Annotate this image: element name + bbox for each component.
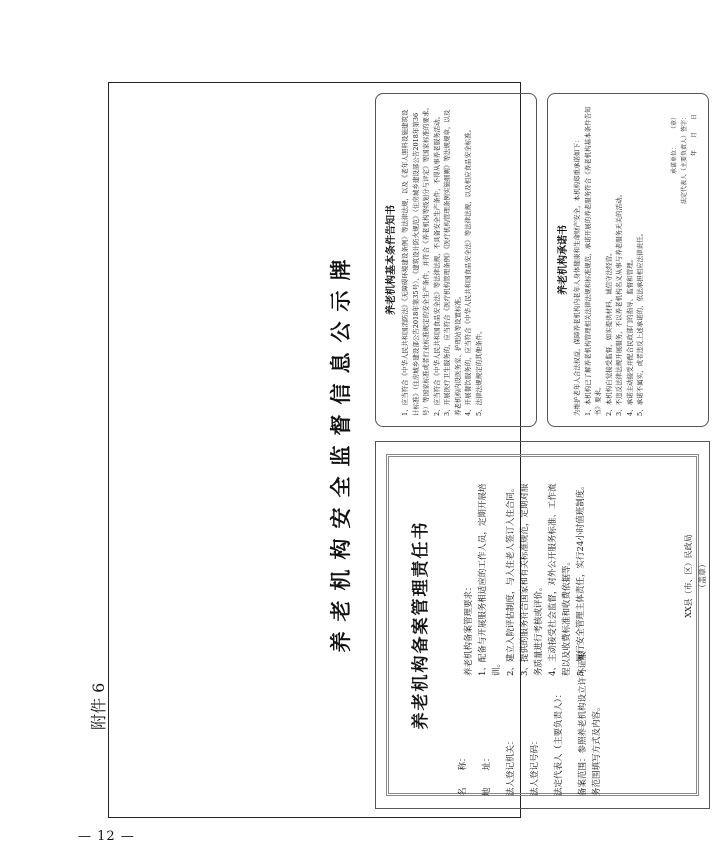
field-scope-cont: 务范围填写方式及内容。 — [592, 702, 602, 796]
pledge-signature — [670, 114, 700, 204]
signature-unit: 承诺单位： （章） — [671, 114, 678, 175]
notice-item: 1、应当符合《中华人民共和国消防法》《无障碍环境建设条例》等法律法规，以及《老年人照料设施建筑设计标准》（住房城乡建设部公告2018年第35号）、《建筑设计防火规范》（住房城乡建设部公告2018年第36号）等国家标准或者行业标准规定的安全生产条件，并符合《养老机构等级划分与评定》等国家标准的要求。 — [401, 104, 430, 416]
field-legal-representative: 法定代表人（主要负责人）： — [554, 689, 564, 796]
field-scope: 备案范围：参照养老机构设立许可证服 — [578, 651, 588, 796]
field-address: 地 址： — [482, 753, 492, 796]
field-registration-authority: 法人登记机关： — [506, 736, 516, 796]
point-item: 3、提供的服务符合国家和有关标准规范，定期对服务质量进行考核或评价。 — [520, 483, 544, 676]
pledge-title: 养老机构承诺书 — [558, 225, 569, 295]
point-item: 2、建立入院评估制度，与入住老人签订入住合同。 — [506, 483, 516, 676]
pledge-item: 1、本机构已了解养老机构管理相关法律法规和标准规范，承诺开展的养老服务符合《养老机构基本条件告知书》要求。 — [583, 106, 602, 416]
notice-item: 2、应当符合《中华人民共和国食品安全法》等法律法规，不具备安全生产条件，不得从事养老服务活动。 — [432, 112, 441, 416]
pledge-item: 3、不违反法律法规开展服务，不以养老机构名义从事与养老服务无关的活动。 — [615, 190, 623, 416]
notice-item: 3、开展医疗卫生服务的，应当符合《医疗机构管理条例》《医疗机构管理条例实施细则》等法规规章，以及养老机构内设医务室、护理站等设置标准。 — [443, 109, 462, 416]
certificate-points — [462, 476, 588, 676]
notice-board-frame — [108, 82, 707, 818]
issuer-name: XX县（市、区）民政局 — [684, 534, 693, 618]
pledge-item: 2、本机构自觉接受监督，如实提供材料，诚信守法经营。 — [604, 249, 613, 416]
field-name: 名 称： — [458, 753, 468, 796]
signature-date: 年 月 日 — [691, 114, 698, 157]
pledge-body — [572, 104, 646, 416]
point-item: 1、配备与开展服务相适应的工作人员，定期开展培训。 — [478, 483, 502, 676]
field-registration-number: 法人登记号码： — [530, 736, 540, 796]
commitment-letter — [547, 93, 709, 427]
issuer-seal: （盖章） — [698, 560, 707, 592]
notice-body — [400, 104, 484, 416]
board-title: 养老机构安全监督信息公示牌 — [328, 249, 353, 653]
point-item: 4、主动接受社会监督，对外公开服务标准、工作流程以及收费标准和收费依据等。 — [548, 483, 572, 676]
pledge-item: 5、承诺不属实，或者违反上述承诺的，依法承担相应法律责任。 — [636, 229, 644, 416]
certificate-panel — [375, 441, 710, 809]
points-intro: 养老机构备案管理要求： — [464, 582, 474, 676]
page-number: — 12 — — [78, 829, 135, 844]
notice-title: 养老机构基本条件告知书 — [386, 205, 397, 315]
rotated-board — [315, 83, 728, 819]
certificate-issuer — [682, 476, 710, 676]
certificate-title: 养老机构备案管理责任书 — [411, 520, 431, 730]
basic-conditions-notice — [375, 93, 537, 427]
certificate-fields — [456, 651, 604, 796]
notice-item: 4、开展餐饮服务的，应当符合《中华人民共和国食品安全法》等法律法规，以及相应食品安全标准。 — [464, 125, 472, 416]
signature-representative: 法定代表人（主要负责人）签字： — [681, 114, 688, 205]
point-item: 5、履行安全管理主体责任，实行24小时值班制度。 — [576, 481, 586, 676]
pledge-item: 4、承诺主动接受并配合民政部门的指导、监督和管理。 — [625, 255, 634, 416]
attachment-label: 附件 6 — [89, 682, 108, 730]
pledge-item: 为维护老年人合法权益，保障养老机构内老年人身体健康和生命财产安全，本机构郑重承诺如下： — [573, 136, 581, 416]
notice-item: 5、法律法规规定的其他条件。 — [474, 327, 483, 416]
